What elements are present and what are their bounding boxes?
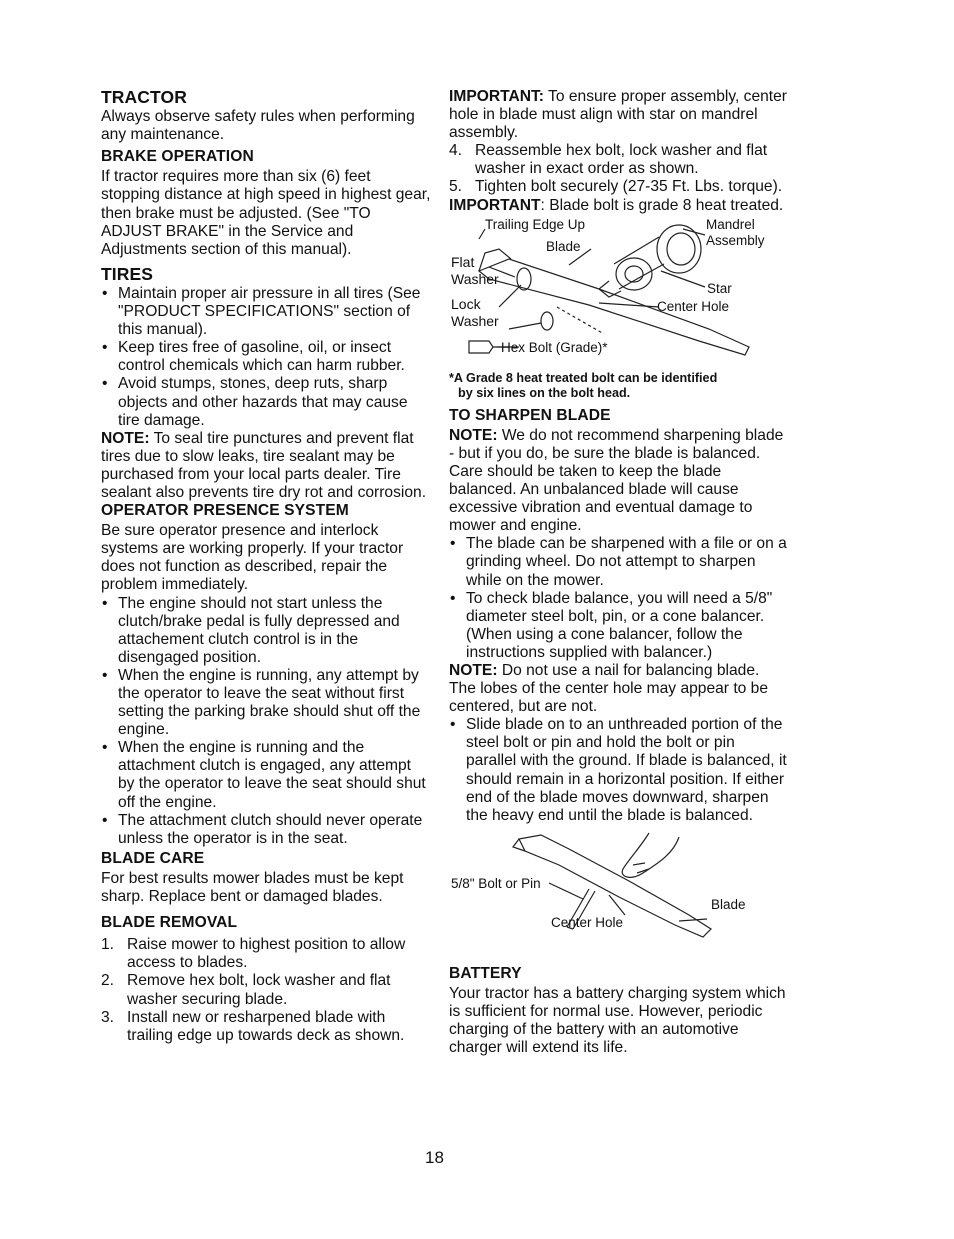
blade-care-heading: BLADE CARE xyxy=(101,849,205,867)
sharpen-text: Care should be taken to keep the blade balanced. An unbalanced blade will cause excessive vibration and eventual damage to mower and engine. xyxy=(449,462,753,535)
blade-balance-illustration xyxy=(449,829,789,959)
list-item: • Avoid stumps, stones, deep ruts, sharp objects and other hazards that may cause tire damage. xyxy=(101,375,431,429)
operator-presence-heading: OPERATOR PRESENCE SYSTEM xyxy=(101,502,349,520)
brake-operation-text: If tractor requires more than six (6) feet stopping distance at high speed in highest gear, then brake must be adjusted. (See "TO ADJUST BRAKE" in the Service and Adjustments section of this manual). xyxy=(101,168,431,258)
important-text: To ensure proper assembly, center hole in blade must align with star on mandrel assembly. xyxy=(449,88,787,142)
list-item: • The blade can be sharpened with a file or on a grinding wheel. Do not attempt to sharpen while on the mower. xyxy=(449,535,789,589)
important-label: IMPORTANT: xyxy=(449,88,544,105)
footnote-line: by six lines on the bolt head. xyxy=(458,385,631,400)
blade-label: Blade xyxy=(546,238,581,254)
list-item: • Slide blade on to an unthreaded portion of the steel bolt or pin and hold the bolt or pin parallel with the ground. If blade is balanced, it should remain in a horizontal position. If either end of the blade moves downward, sharpen the heavy end until the blade is balanced. xyxy=(449,716,789,825)
battery-text: Your tractor has a battery charging system which is sufficient for normal use. However, periodic charging of the battery with an automotive charger will extend its life. xyxy=(449,984,786,1057)
important-text: : Blade bolt is grade 8 heat treated. xyxy=(540,196,784,214)
list-item: • To check blade balance, you will need a 5/8" diameter steel bolt, pin, or a cone balancer. (When using a cone balancer, follow the instructions supplied with balancer.) xyxy=(449,590,789,662)
list-item: • When the engine is running, any attempt by the operator to leave the seat without first setting the parking brake should shut off the engine. xyxy=(101,667,431,739)
sharpen-list xyxy=(449,535,789,662)
list-item xyxy=(449,142,789,178)
blade-assembly-figure xyxy=(449,216,789,369)
tires-note xyxy=(101,430,431,502)
important-label: IMPORTANT xyxy=(449,196,541,214)
step-number: 1. xyxy=(101,936,115,954)
lock-washer-shape xyxy=(541,312,553,330)
blade-label: Blade xyxy=(711,896,746,912)
note-label: NOTE: xyxy=(101,429,150,447)
list-item xyxy=(101,972,431,1008)
list-item xyxy=(101,1009,431,1045)
hex-bolt-label: Hex Bolt (Grade)* xyxy=(501,339,608,355)
blade-balance-figure xyxy=(449,829,789,959)
step-number: 4. xyxy=(449,142,463,160)
left-column xyxy=(101,88,431,1045)
assembly-label: Assembly xyxy=(706,232,765,248)
balance-list xyxy=(449,716,789,825)
step-text: Raise mower to highest position to allow access to blades. xyxy=(127,936,406,972)
step-text: Remove hex bolt, lock washer and flat washer securing blade. xyxy=(127,972,391,1008)
grade-footnote xyxy=(449,371,789,401)
sharpen-blade-heading: TO SHARPEN BLADE xyxy=(449,406,611,424)
operator-presence-list xyxy=(101,595,431,848)
bolt-or-pin-label: 5/8" Bolt or Pin xyxy=(451,875,541,891)
footnote-line: *A Grade 8 heat treated bolt can be identified xyxy=(449,370,718,385)
list-item xyxy=(101,936,431,972)
note-text: We do not recommend sharpening blade - but if you do, be sure the blade is balanced. xyxy=(449,426,784,462)
blade-care-text: For best results mower blades must be kept sharp. Replace bent or damaged blades. xyxy=(101,869,404,906)
right-column xyxy=(449,88,789,1057)
step-text: Tighten bolt securely (27-35 Ft. Lbs. torque). xyxy=(475,178,783,196)
flat-washer-label: Washer xyxy=(451,270,499,287)
sharpen-note xyxy=(449,427,789,463)
blade-removal-heading: BLADE REMOVAL xyxy=(101,914,238,932)
blade-removal-steps xyxy=(101,936,431,1045)
tires-list xyxy=(101,285,431,430)
operator-presence-text: Be sure operator presence and interlock systems are working properly. If your tractor does not function as described, repair the problem immediately. xyxy=(101,522,404,594)
star-label: Star xyxy=(707,280,732,296)
battery-heading: BATTERY xyxy=(449,964,522,982)
step-number: 5. xyxy=(449,178,463,196)
step-text: Install new or resharpened blade with trailing edge up towards deck as shown. xyxy=(127,1008,405,1044)
note-text: To seal tire punctures and prevent flat tires due to slow leaks, tire sealant may be purchased from your local parts dealer. Tire sealant also prevents tire dry rot and corrosion. xyxy=(101,429,427,501)
hand-shape xyxy=(622,833,679,877)
lock-washer-label: Washer xyxy=(451,312,499,329)
reassembly-steps xyxy=(449,142,789,196)
lock-label: Lock xyxy=(451,295,481,312)
note-label: NOTE: xyxy=(449,426,498,444)
important-assembly-note xyxy=(449,88,789,142)
page-number: 18 xyxy=(425,1148,444,1167)
list-item: • The engine should not start unless the clutch/brake pedal is fully depressed and attachement clutch control is in the disengaged position. xyxy=(101,595,431,667)
list-item: • Keep tires free of gasoline, oil, or insect control chemicals which can harm rubber. xyxy=(101,339,431,375)
center-hole-label: Center Hole xyxy=(551,914,624,930)
step-number: 2. xyxy=(101,972,115,990)
list-item: • Maintain proper air pressure in all tires (See "PRODUCT SPECIFICATIONS" section of this manual). xyxy=(101,285,431,339)
brake-operation-heading: BRAKE OPERATION xyxy=(101,148,254,166)
center-hole-label: Center Hole xyxy=(657,298,730,314)
step-number: 3. xyxy=(101,1008,115,1026)
note-label: NOTE: xyxy=(449,661,498,679)
hex-bolt-shape xyxy=(469,341,493,353)
tractor-text: Always observe safety rules when performing any maintenance. xyxy=(101,108,415,144)
mandrel-label: Mandrel xyxy=(706,216,755,232)
tires-heading: TIRES xyxy=(101,263,154,284)
step-text: Reassemble hex bolt, lock washer and flat washer in exact order as shown. xyxy=(475,142,768,178)
list-item: • The attachment clutch should never operate unless the operator is in the seat. xyxy=(101,812,431,848)
note-text: Do not use a nail for balancing blade. The lobes of the center hole may appear to be centered, but are not. xyxy=(449,661,769,716)
trailing-edge-up-label: Trailing Edge Up xyxy=(485,216,586,232)
important-bolt-note xyxy=(449,197,789,215)
list-item xyxy=(449,178,789,196)
list-item: • When the engine is running and the attachment clutch is engaged, any attempt by the operator to leave the seat should shut off the engine. xyxy=(101,739,431,811)
flat-label: Flat xyxy=(451,253,475,270)
nail-note xyxy=(449,662,789,716)
tractor-heading: TRACTOR xyxy=(101,87,187,107)
